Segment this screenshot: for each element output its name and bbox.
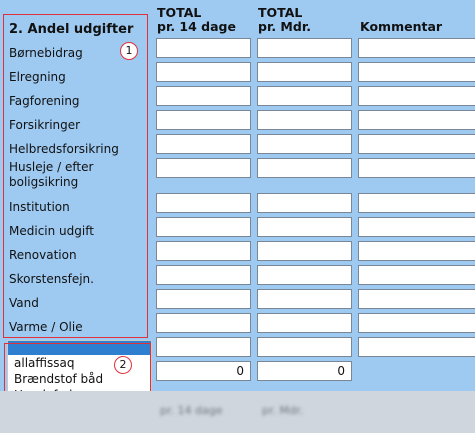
input-comment-extra[interactable]	[358, 337, 475, 357]
input-total-mdr-skorstensfejn[interactable]	[257, 265, 352, 285]
input-total-mdr-fagforening[interactable]	[257, 86, 352, 106]
input-total-14-bornebidrag[interactable]	[156, 38, 251, 58]
section-title: 2. Andel udgifter	[9, 22, 134, 37]
callout-badge-2: 2	[114, 356, 132, 374]
input-comment-husleje[interactable]	[358, 158, 475, 178]
input-total-14-varme[interactable]	[156, 313, 251, 333]
input-total-mdr-varme[interactable]	[257, 313, 352, 333]
row-label-bornebidrag: Børnebidrag	[9, 46, 83, 60]
row-label-elregning: Elregning	[9, 70, 66, 84]
col-header-total-mdr	[258, 6, 311, 34]
col-header-comment: Kommentar	[360, 19, 443, 34]
input-comment-skorstensfejn[interactable]	[358, 265, 475, 285]
col-header-total-14-line2: pr. 14 dage	[157, 19, 236, 34]
input-total-14-medicin[interactable]	[156, 217, 251, 237]
input-total-14-husleje[interactable]	[156, 158, 251, 178]
col-header-total-mdr-line1: TOTAL	[258, 5, 303, 20]
input-total-14-vand[interactable]	[156, 289, 251, 309]
input-comment-renovation[interactable]	[358, 241, 475, 261]
input-comment-bornebidrag[interactable]	[358, 38, 475, 58]
row-label-medicin: Medicin udgift	[9, 224, 94, 238]
input-total-mdr-husleje[interactable]	[257, 158, 352, 178]
input-total-mdr-elregning[interactable]	[257, 62, 352, 82]
footer-band	[0, 391, 475, 433]
dropdown-option-braendstof-baad[interactable]: Brændstof båd	[14, 372, 104, 386]
total-mdr-field[interactable]: 0	[257, 361, 352, 381]
input-total-14-renovation[interactable]	[156, 241, 251, 261]
input-total-14-extra[interactable]	[156, 337, 251, 357]
callout-badge-1: 1	[120, 42, 138, 60]
col-header-total-14	[157, 6, 236, 34]
input-total-14-skorstensfejn[interactable]	[156, 265, 251, 285]
input-total-14-helbredsforsikring[interactable]	[156, 134, 251, 154]
row-label-renovation: Renovation	[9, 248, 77, 262]
input-total-mdr-bornebidrag[interactable]	[257, 38, 352, 58]
input-total-mdr-renovation[interactable]	[257, 241, 352, 261]
input-comment-elregning[interactable]	[358, 62, 475, 82]
input-comment-institution[interactable]	[358, 193, 475, 213]
row-label-helbredsforsikring: Helbredsforsikring	[9, 142, 119, 156]
row-label-forsikringer: Forsikringer	[9, 118, 81, 132]
input-total-14-fagforening[interactable]	[156, 86, 251, 106]
input-total-mdr-institution[interactable]	[257, 193, 352, 213]
total-14-field[interactable]: 0	[156, 361, 251, 381]
row-label-skorstensfejn: Skorstensfejn.	[9, 272, 94, 286]
row-label-institution: Institution	[9, 200, 70, 214]
row-label-vand: Vand	[9, 296, 39, 310]
input-comment-fagforening[interactable]	[358, 86, 475, 106]
input-total-14-forsikringer[interactable]	[156, 110, 251, 130]
input-total-mdr-forsikringer[interactable]	[257, 110, 352, 130]
footer-blurred-text-1: pr. 14 dage	[160, 404, 223, 417]
col-header-total-14-line1: TOTAL	[157, 5, 202, 20]
input-total-mdr-vand[interactable]	[257, 289, 352, 309]
input-total-mdr-medicin[interactable]	[257, 217, 352, 237]
input-comment-helbredsforsikring[interactable]	[358, 134, 475, 154]
input-total-14-institution[interactable]	[156, 193, 251, 213]
callout-box-1	[3, 14, 148, 338]
col-header-total-mdr-line2: pr. Mdr.	[258, 19, 311, 34]
row-label-varme: Varme / Olie	[9, 320, 83, 334]
input-comment-medicin[interactable]	[358, 217, 475, 237]
row-label-husleje: Husleje / efter boligsikring	[9, 160, 94, 189]
row-label-fagforening: Fagforening	[9, 94, 80, 108]
input-comment-varme[interactable]	[358, 313, 475, 333]
input-total-mdr-helbredsforsikring[interactable]	[257, 134, 352, 154]
dropdown-option-allaffissaq[interactable]: allaffissaq	[14, 356, 75, 370]
input-comment-forsikringer[interactable]	[358, 110, 475, 130]
input-total-mdr-extra[interactable]	[257, 337, 352, 357]
footer-blurred-text-2: pr. Mdr.	[262, 404, 303, 417]
input-comment-vand[interactable]	[358, 289, 475, 309]
input-total-14-elregning[interactable]	[156, 62, 251, 82]
